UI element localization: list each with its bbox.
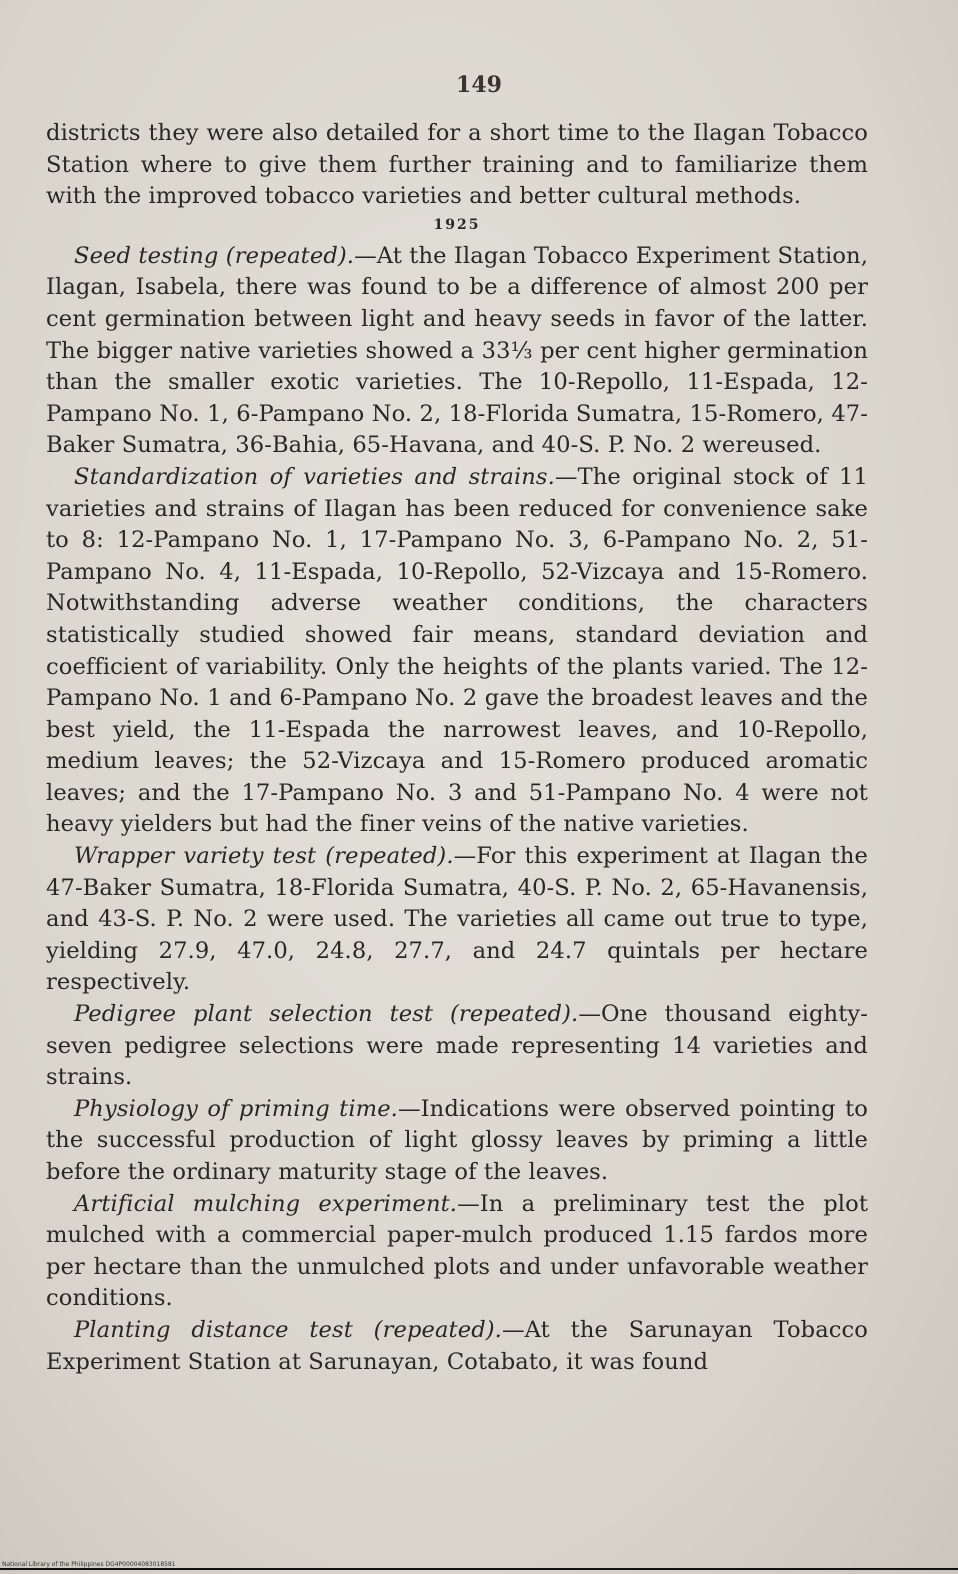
paragraph-body: —At the Sarunayan Tobacco Experiment Station at Sarunayan, Cotabato, it was found — [46, 1316, 868, 1375]
paragraph-planting-distance — [46, 1315, 868, 1378]
intro-paragraph: districts they were also detailed for a short time to the Ilagan Tobacco Station where to give them further training and to familiarize them with the improved tobacco varieties and better cultural methods. — [46, 120, 868, 210]
page-body — [46, 118, 868, 1378]
paragraph-body: —For this experiment at Ilagan the 47-Baker Sumatra, 18-Florida Sumatra, 40-S. P. No. 2, 65-Havanensis, and 43-S. P. No. 2 were used. The varieties all came out true to type, yielding 27.9, 47.0, 24.8, 27.7, and 24.7 quintals per hectare respectively. — [46, 843, 868, 996]
paragraph-seed-testing — [46, 241, 868, 462]
paragraph-heading: Wrapper variety test (repeated). — [74, 843, 454, 870]
paragraph-heading: Standardization of varieties and strains. — [74, 463, 555, 490]
page-number: 149 — [456, 72, 502, 98]
year-heading: 1925 — [433, 216, 481, 233]
paragraph-pedigree-selection — [46, 999, 868, 1094]
paragraph-body: —Indications were observed pointing to the successful production of light glossy leaves by priming a little before the ordinary maturity stage of the leaves. — [46, 1095, 868, 1185]
paragraph-body: —One thousand eighty-seven pedigree selections were made representing 14 varieties and strains. — [46, 1001, 868, 1091]
paragraph-standardization — [46, 462, 868, 841]
paragraph-body: —At the Ilagan Tobacco Experiment Station, Ilagan, Isabela, there was found to be a difference of almost 200 per cent germination between light and heavy seeds in favor of the latter. The bigger native varieties showed a 33⅓ per cent higher germination than the smaller exotic varieties. The 10-Repollo, 11-Espada, 12-Pampano No. 1, 6-Pampano No. 2, 18-Florida Sumatra, 15-Romero, 47-Baker Sumatra, 36-Bahia, 65-Havana, and 40-S. P. No. 2 wereused. — [46, 242, 868, 459]
paragraph-priming-time — [46, 1094, 868, 1189]
paragraph-heading: Planting distance test (repeated). — [74, 1316, 502, 1343]
paragraph-heading: Artificial mulching experiment. — [74, 1190, 458, 1217]
paragraph-wrapper-variety — [46, 841, 868, 999]
paragraph-heading: Physiology of priming time. — [74, 1095, 398, 1122]
paragraph-heading: Pedigree plant selection test (repeated). — [74, 1001, 579, 1028]
paragraph-heading: Seed testing (repeated). — [74, 242, 355, 269]
paragraph-body: —In a preliminary test the plot mulched with a commercial paper-mulch produced 1.15 fardos more per hectare than the unmulched plots and under unfavorable weather conditions. — [46, 1190, 868, 1312]
paragraph-body: —The original stock of 11 varieties and strains of Ilagan has been reduced for convenience sake to 8: 12-Pampano No. 1, 17-Pampano No. 3, 6-Pampano No. 2, 51-Pampano No. 4, 11-Espada, 10-Repollo, 52-Vizcaya and 15-Romero. Notwithstanding adverse weather conditions, the characters statistically studied showed fair means, standard deviation and coefficient of variability. Only the heights of the plants varied. The 12-Pampano No. 1 and 6-Pampano No. 2 gave the broadest leaves and the best yield, the 11-Espada the narrowest leaves, and 10-Repollo, medium leaves; the 52-Vizcaya and 15-Romero produced aromatic leaves; and the 17-Pampano No. 3 and 51-Pampano No. 4 were not heavy yielders but had the finer veins of the native varieties. — [46, 463, 869, 838]
scan-footer: National Library of the Philippines DG4P00004083018581 — [0, 1561, 958, 1570]
paragraph-mulching — [46, 1189, 868, 1315]
